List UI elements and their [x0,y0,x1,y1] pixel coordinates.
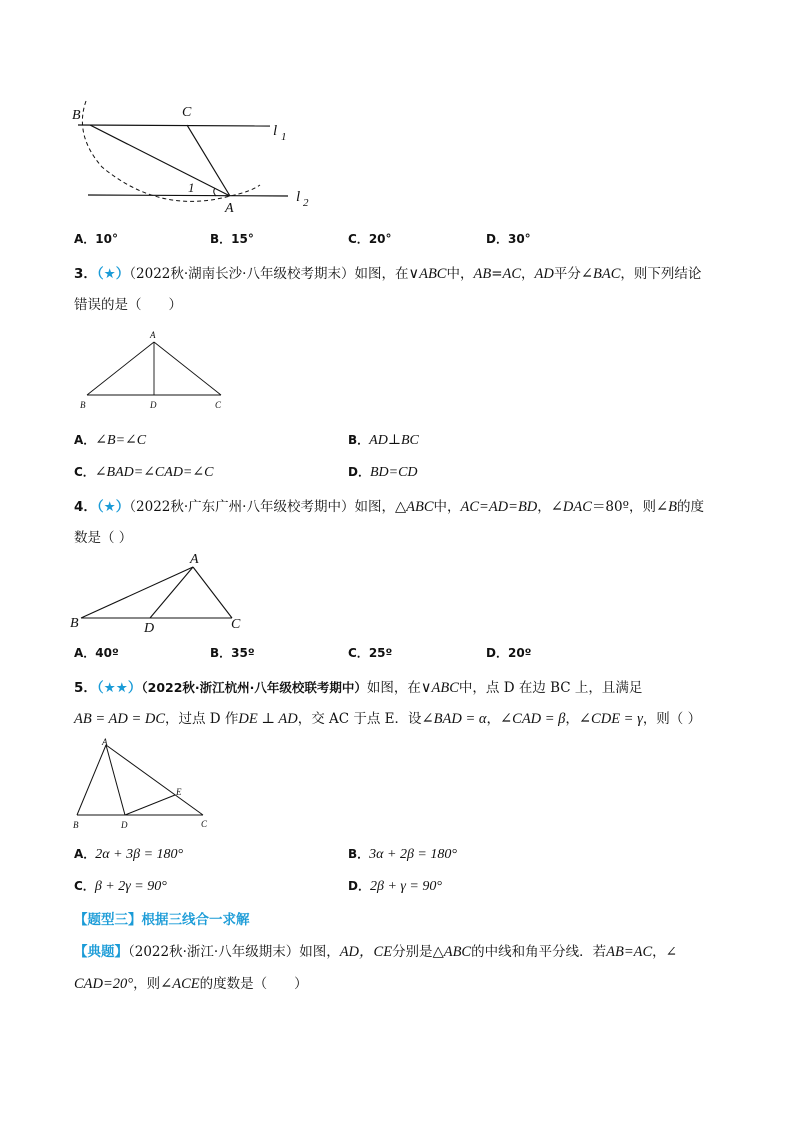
q4-stem-line1: 4．（★）（2022秋·广东广州·八年级校考期中）如图，△ABC中，AC=AD=BD，∠DAC＝80º，则∠B的度 [74,499,704,515]
label-l1: l [273,123,278,139]
label-A: A [190,552,199,567]
label-B: B [73,820,79,830]
q3-option-b[interactable]: B．AD⊥BC [348,433,419,448]
label-B: B [70,616,79,631]
q5-option-a[interactable]: A．2α + 3β = 180° [74,847,184,862]
q4-figure [68,550,258,638]
q3-option-c[interactable]: C．∠BAD=∠CAD=∠C [74,465,214,480]
example-tag: 【典题】 [74,944,128,960]
q5-stem-line2: AB = AD = DC，过点 D 作DE ⊥ AD，交 AC 于点 E．设∠BAD = α，∠CAD = β，∠CDE = γ，则（ ） [74,711,702,727]
q2-figure [60,95,330,220]
label-D: D [144,621,155,636]
label-B: B [72,108,81,123]
label-B: B [80,400,86,410]
q5-option-d[interactable]: D．2β + γ = 90° [348,879,442,894]
label-A: A [102,737,108,747]
q3-number: 3． [74,266,97,282]
label-l2: l [296,189,301,205]
label-l2-sub: 2 [303,197,309,209]
line-l2 [88,195,288,196]
q4-option-d[interactable]: D．20º [486,646,532,660]
label-C: C [201,819,208,829]
label-C: C [231,617,241,632]
label-C: C [215,400,222,410]
q3-stars: （★） [96,266,130,282]
section-title: 【题型三】根据三线合一求解 [74,912,250,928]
label-l1-sub: 1 [281,131,287,143]
q3-option-d[interactable]: D．BD=CD [348,465,418,480]
example-stem-line1: 【典题】（2022秋·浙江·八年级期末）如图，AD，CE分别是△ABC的中线和角平分线．若AB=AC，∠ [74,944,677,960]
q5-stem-line1: 5．（★★）（2022秋·浙江杭州·八年级校联考期中）如图，在∨ABC中，点 D 在边 BC 上，且满足 [74,680,643,696]
q2-option-a[interactable]: A．10° [74,232,118,246]
q3-stem-line2: 错误的是（ ） [74,297,182,313]
q4-option-c[interactable]: C．25º [348,646,393,660]
q4-option-b[interactable]: B．35º [210,646,255,660]
q3-figure [75,328,235,416]
line-l1 [78,125,270,126]
label-A: A [150,330,156,340]
q3-source: （2022秋·湖南长沙·八年级校考期末） [129,266,355,282]
q5-option-c[interactable]: C．β + 2γ = 90° [74,879,167,894]
q3-stem-line1: 3．（★）（2022秋·湖南长沙·八年级校考期末）如图，在∨ABC中，AB=AC，AD平分∠BAC，则下列结论 [74,266,702,282]
q2-option-b[interactable]: B．15° [210,232,254,246]
q2-option-d[interactable]: D．30° [486,232,531,246]
q5-option-b[interactable]: B．3α + 2β = 180° [348,847,457,862]
q4-stem-line2: 数是（ ） [74,530,133,546]
label-D: D [121,820,128,830]
label-C: C [182,105,192,120]
label-A: A [225,201,234,216]
q3-option-a[interactable]: A．∠B=∠C [74,433,147,448]
label-D: D [150,400,157,410]
label-angle1: 1 [188,180,195,195]
dashed-arc [82,101,260,201]
q5-figure [70,735,220,833]
label-E: E [176,787,182,797]
q4-option-a[interactable]: A．40º [74,646,119,660]
example-stem-line2: CAD=20°，则∠ACE的度数是（ ） [74,976,308,992]
q2-option-c[interactable]: C．20° [348,232,392,246]
